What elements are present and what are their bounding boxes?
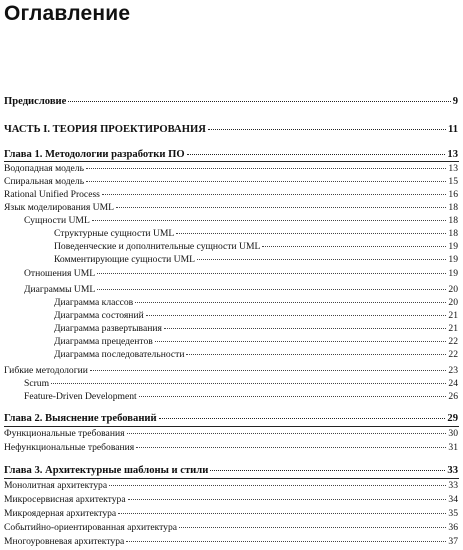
toc-entry[interactable] (0, 322, 463, 335)
toc-entry-title: Диаграмма классов (54, 297, 134, 308)
dot-leader (102, 193, 446, 195)
toc-entry-title: Rational Unified Process (4, 189, 100, 200)
toc-entry-page: 18 (448, 202, 458, 213)
dot-leader (164, 327, 447, 329)
toc-entry-part-1[interactable] (0, 123, 463, 136)
toc-entry-page: 9 (452, 96, 458, 107)
toc-entry-title: Событийно-ориентированная архитектура (4, 522, 178, 533)
dot-leader (210, 469, 445, 471)
toc-entry[interactable] (0, 348, 463, 361)
dot-leader (97, 288, 446, 290)
toc-entry-page: 21 (448, 310, 458, 321)
toc-entry-page: 36 (448, 522, 458, 533)
toc-entry-page: 18 (448, 228, 458, 239)
toc-entry-chapter-3[interactable] (0, 464, 463, 477)
toc-entry-page: 19 (448, 254, 458, 265)
toc-entry-page: 33 (447, 465, 458, 476)
toc-entry[interactable] (0, 188, 463, 201)
toc-entry[interactable] (0, 535, 463, 548)
toc-entry-title: Глава 1. Методологии разработки ПО (4, 149, 185, 160)
toc-entry[interactable] (0, 227, 463, 240)
toc-entry-title: Диаграмма развертывания (54, 323, 162, 334)
toc-entry-title: Функциональные требования (4, 428, 125, 439)
toc-entry[interactable] (0, 309, 463, 322)
toc-entry-title: Поведенческие и дополнительные сущности UML (54, 241, 261, 252)
toc-entry-chapter-1[interactable] (0, 148, 463, 161)
toc-entry-title: Монолитная архитектура (4, 480, 108, 491)
toc-entry-title: Сущности UML (24, 215, 90, 226)
toc-entry-title: Многоуровневая архитектура (4, 536, 125, 547)
toc-entry[interactable] (0, 507, 463, 520)
toc-entry-title: Спиральная модель (4, 176, 85, 187)
toc-entry-page: 13 (448, 163, 458, 174)
toc-entry[interactable] (0, 240, 463, 253)
dot-leader (68, 100, 450, 102)
toc-entry[interactable] (0, 201, 463, 214)
dot-leader (179, 526, 446, 528)
toc-entry[interactable] (0, 253, 463, 266)
toc-entry[interactable] (0, 267, 463, 280)
toc-entry-title: Диаграмма состояний (54, 310, 144, 321)
toc-entry-page: 21 (448, 323, 458, 334)
toc-entry-title: Гибкие методологии (4, 365, 88, 376)
toc-entry-title: ЧАСТЬ I. ТЕОРИЯ ПРОЕКТИРОВАНИЯ (4, 124, 206, 135)
toc-entry-page: 20 (448, 297, 458, 308)
toc-entry-title: Глава 3. Архитектурные шаблоны и стили (4, 465, 209, 476)
toc-entry-title: Scrum (24, 378, 50, 389)
toc-entry[interactable] (0, 296, 463, 309)
toc-entry-title: Микроядерная архитектура (4, 508, 117, 519)
toc-entry-page: 30 (448, 428, 458, 439)
dot-leader (159, 417, 446, 419)
toc-entry[interactable] (0, 441, 463, 454)
dot-leader (90, 369, 447, 371)
dot-leader (146, 314, 447, 316)
toc-entry-title: Диаграмма прецедентов (54, 336, 153, 347)
toc-entry[interactable] (0, 335, 463, 348)
dot-leader (155, 340, 447, 342)
toc-entry[interactable] (0, 521, 463, 534)
toc-entry-page: 29 (447, 413, 458, 424)
toc-entry[interactable] (0, 162, 463, 175)
toc-entry-page: 33 (448, 480, 458, 491)
toc-entry-title: Язык моделирования UML (4, 202, 114, 213)
toc-entry-title: Глава 2. Выяснение требований (4, 413, 157, 424)
dot-leader (86, 167, 446, 169)
dot-leader (139, 395, 447, 397)
toc-entry-page: 11 (447, 124, 458, 135)
toc-entry-page: 34 (448, 494, 458, 505)
dot-leader (126, 540, 446, 542)
toc-entry-page: 19 (448, 268, 458, 279)
toc-entry-preface[interactable] (0, 95, 463, 108)
dot-leader (197, 258, 446, 260)
toc-entry-page: 31 (448, 442, 458, 453)
toc-entry[interactable] (0, 214, 463, 227)
toc-entry-title: Отношения UML (24, 268, 96, 279)
dot-leader (135, 301, 446, 303)
toc-entry-title: Диаграмма последовательности (54, 349, 185, 360)
toc-entry-page: 24 (448, 378, 458, 389)
dot-leader (92, 219, 447, 221)
toc-entry[interactable] (0, 493, 463, 506)
toc-entry[interactable] (0, 377, 463, 390)
dot-leader (187, 153, 446, 155)
toc-entry-page: 19 (448, 241, 458, 252)
toc-entry[interactable] (0, 364, 463, 377)
toc-entry-chapter-2[interactable] (0, 412, 463, 425)
dot-leader (116, 206, 446, 208)
toc-entry[interactable] (0, 390, 463, 403)
dot-leader (86, 180, 446, 182)
toc-entry-title: Нефункциональные требования (4, 442, 135, 453)
toc-entry-title: Водопадная модель (4, 163, 84, 174)
toc-entry-title: Комментирующие сущности UML (54, 254, 195, 265)
toc-entry-page: 35 (448, 508, 458, 519)
page-title: Оглавление (4, 2, 131, 25)
toc-entry-title: Микросервисная архитектура (4, 494, 126, 505)
toc-entry-page: 26 (448, 391, 458, 402)
dot-leader (186, 353, 446, 355)
toc-entry-page: 16 (448, 189, 458, 200)
toc-entry[interactable] (0, 283, 463, 296)
dot-leader (127, 432, 447, 434)
dot-leader (176, 232, 446, 234)
toc-entry-page: 13 (447, 149, 458, 160)
dot-leader (208, 128, 446, 130)
toc-entry-title: Предисловие (4, 96, 67, 107)
toc-entry-page: 37 (448, 536, 458, 547)
toc-entry-title: Feature-Driven Development (24, 391, 137, 402)
toc-entry-page: 23 (448, 365, 458, 376)
toc-entry[interactable] (0, 479, 463, 492)
toc-entry[interactable] (0, 175, 463, 188)
dot-leader (262, 245, 446, 247)
dot-leader (136, 446, 446, 448)
toc-entry-page: 22 (448, 336, 458, 347)
toc-entry-page: 22 (448, 349, 458, 360)
toc-entry-page: 15 (448, 176, 458, 187)
toc-entry[interactable] (0, 427, 463, 440)
toc-entry-title: Структурные сущности UML (54, 228, 175, 239)
dot-leader (97, 272, 446, 274)
dot-leader (51, 382, 446, 384)
toc-entry-title: Диаграммы UML (24, 284, 96, 295)
dot-leader (118, 512, 446, 514)
dot-leader (128, 498, 447, 500)
toc-entry-page: 18 (448, 215, 458, 226)
dot-leader (109, 484, 446, 486)
toc-entry-page: 20 (448, 284, 458, 295)
